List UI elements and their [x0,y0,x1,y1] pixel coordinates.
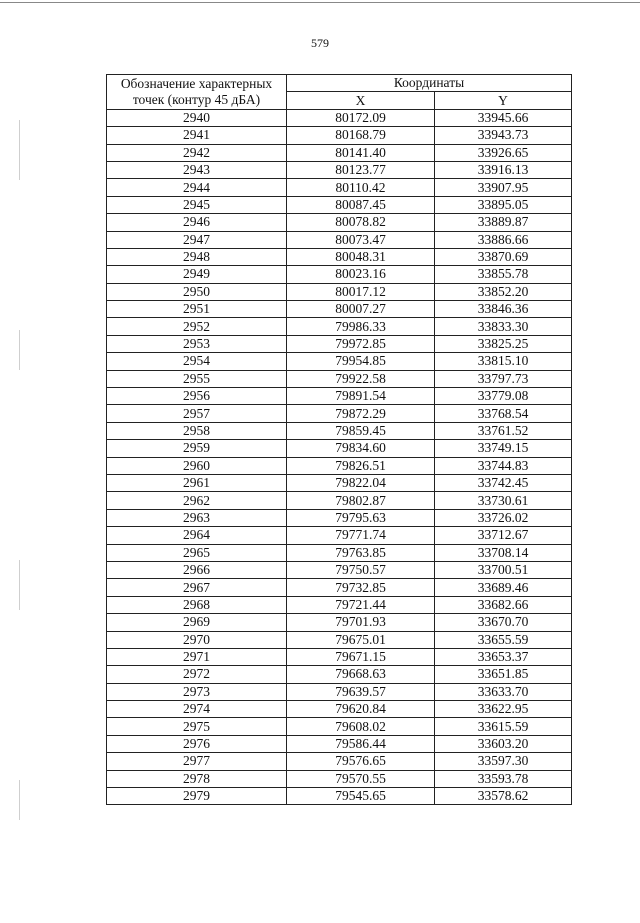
table-row [107,770,572,787]
y-coordinate-cell: 33689.46 [435,579,572,596]
point-id-cell: 2950 [107,283,287,300]
point-id-cell: 2971 [107,648,287,665]
point-id-cell: 2965 [107,544,287,561]
x-coordinate-cell: 80168.79 [287,127,435,144]
x-coordinate-cell: 79972.85 [287,335,435,352]
x-coordinate-cell: 79826.51 [287,457,435,474]
y-coordinate-cell: 33870.69 [435,248,572,265]
x-coordinate-cell: 79570.55 [287,770,435,787]
x-coordinate-cell: 79671.15 [287,648,435,665]
x-coordinate-cell: 79771.74 [287,527,435,544]
x-coordinate-cell: 79872.29 [287,405,435,422]
x-coordinate-cell: 79954.85 [287,353,435,370]
x-coordinate-cell: 80073.47 [287,231,435,248]
point-id-cell: 2940 [107,109,287,126]
y-coordinate-cell: 33682.66 [435,596,572,613]
table-row [107,405,572,422]
x-coordinate-cell: 79639.57 [287,683,435,700]
coordinates-table [106,74,572,805]
x-coordinate-cell: 79586.44 [287,735,435,752]
table-row [107,753,572,770]
point-id-cell: 2968 [107,596,287,613]
table-row [107,127,572,144]
table-row [107,283,572,300]
y-coordinate-cell: 33742.45 [435,474,572,491]
point-id-cell: 2958 [107,422,287,439]
x-coordinate-cell: 80123.77 [287,161,435,178]
table-row [107,596,572,613]
table-row [107,579,572,596]
table-row [107,109,572,126]
y-coordinate-cell: 33889.87 [435,214,572,231]
table-row [107,474,572,491]
y-coordinate-cell: 33670.70 [435,614,572,631]
y-coordinate-cell: 33593.78 [435,770,572,787]
point-id-cell: 2952 [107,318,287,335]
table-header [107,75,572,110]
y-coordinate-cell: 33653.37 [435,648,572,665]
point-id-cell: 2966 [107,561,287,578]
table-row [107,527,572,544]
point-id-cell: 2973 [107,683,287,700]
y-coordinate-cell: 33825.25 [435,335,572,352]
table-row [107,666,572,683]
point-id-cell: 2949 [107,266,287,283]
x-coordinate-cell: 79750.57 [287,561,435,578]
point-id-cell: 2975 [107,718,287,735]
x-coordinate-cell: 79834.60 [287,440,435,457]
table-row [107,422,572,439]
x-coordinate-cell: 79859.45 [287,422,435,439]
y-coordinate-cell: 33886.66 [435,231,572,248]
point-id-cell: 2959 [107,440,287,457]
x-coordinate-cell: 79822.04 [287,474,435,491]
table-row [107,561,572,578]
y-coordinate-cell: 33815.10 [435,353,572,370]
y-coordinate-cell: 33833.30 [435,318,572,335]
y-coordinate-cell: 33578.62 [435,788,572,805]
y-coordinate-cell: 33633.70 [435,683,572,700]
x-coordinate-cell: 79721.44 [287,596,435,613]
table-row [107,353,572,370]
x-coordinate-cell: 80078.82 [287,214,435,231]
table-row [107,544,572,561]
point-id-cell: 2979 [107,788,287,805]
x-coordinate-cell: 79675.01 [287,631,435,648]
point-id-cell: 2946 [107,214,287,231]
y-coordinate-cell: 33651.85 [435,666,572,683]
y-coordinate-cell: 33708.14 [435,544,572,561]
point-id-cell: 2978 [107,770,287,787]
y-coordinate-cell: 33916.13 [435,161,572,178]
x-coordinate-cell: 79701.93 [287,614,435,631]
point-id-cell: 2947 [107,231,287,248]
point-id-cell: 2970 [107,631,287,648]
table-row [107,179,572,196]
x-coordinate-cell: 79545.65 [287,788,435,805]
point-id-cell: 2948 [107,248,287,265]
table-row [107,335,572,352]
header-x: X [287,92,435,109]
header-coordinates: Координаты [287,75,572,92]
y-coordinate-cell: 33779.08 [435,388,572,405]
x-coordinate-cell: 79608.02 [287,718,435,735]
table-row [107,231,572,248]
x-coordinate-cell: 80048.31 [287,248,435,265]
table-row [107,509,572,526]
table-row [107,144,572,161]
point-id-cell: 2976 [107,735,287,752]
y-coordinate-cell: 33622.95 [435,701,572,718]
y-coordinate-cell: 33852.20 [435,283,572,300]
point-id-cell: 2943 [107,161,287,178]
table-row [107,161,572,178]
point-id-cell: 2957 [107,405,287,422]
y-coordinate-cell: 33655.59 [435,631,572,648]
y-coordinate-cell: 33945.66 [435,109,572,126]
header-point-label: Обозначение характерных точек (контур 45 дБА) [107,75,287,110]
y-coordinate-cell: 33855.78 [435,266,572,283]
point-id-cell: 2951 [107,301,287,318]
point-id-cell: 2964 [107,527,287,544]
y-coordinate-cell: 33846.36 [435,301,572,318]
point-id-cell: 2944 [107,179,287,196]
table-row [107,735,572,752]
y-coordinate-cell: 33603.20 [435,735,572,752]
y-coordinate-cell: 33761.52 [435,422,572,439]
x-coordinate-cell: 80110.42 [287,179,435,196]
x-coordinate-cell: 79576.65 [287,753,435,770]
point-id-cell: 2963 [107,509,287,526]
table-row [107,683,572,700]
point-id-cell: 2945 [107,196,287,213]
point-id-cell: 2942 [107,144,287,161]
point-id-cell: 2962 [107,492,287,509]
header-y: Y [435,92,572,109]
point-id-cell: 2941 [107,127,287,144]
x-coordinate-cell: 79891.54 [287,388,435,405]
y-coordinate-cell: 33907.95 [435,179,572,196]
point-id-cell: 2969 [107,614,287,631]
table-row [107,214,572,231]
x-coordinate-cell: 79795.63 [287,509,435,526]
x-coordinate-cell: 79802.87 [287,492,435,509]
x-coordinate-cell: 79763.85 [287,544,435,561]
x-coordinate-cell: 79668.63 [287,666,435,683]
y-coordinate-cell: 33797.73 [435,370,572,387]
scan-margin-mark [19,120,20,180]
table-row [107,248,572,265]
point-id-cell: 2960 [107,457,287,474]
table-row [107,788,572,805]
table-row [107,718,572,735]
x-coordinate-cell: 80017.12 [287,283,435,300]
point-id-cell: 2955 [107,370,287,387]
scan-margin-mark [19,330,20,370]
y-coordinate-cell: 33768.54 [435,405,572,422]
x-coordinate-cell: 79922.58 [287,370,435,387]
scan-margin-mark [19,780,20,820]
table-row [107,370,572,387]
point-id-cell: 2977 [107,753,287,770]
x-coordinate-cell: 80172.09 [287,109,435,126]
y-coordinate-cell: 33749.15 [435,440,572,457]
y-coordinate-cell: 33726.02 [435,509,572,526]
y-coordinate-cell: 33597.30 [435,753,572,770]
x-coordinate-cell: 79732.85 [287,579,435,596]
point-id-cell: 2967 [107,579,287,596]
point-id-cell: 2956 [107,388,287,405]
point-id-cell: 2961 [107,474,287,491]
x-coordinate-cell: 80087.45 [287,196,435,213]
y-coordinate-cell: 33712.67 [435,527,572,544]
table-row [107,457,572,474]
y-coordinate-cell: 33744.83 [435,457,572,474]
table-row [107,648,572,665]
y-coordinate-cell: 33943.73 [435,127,572,144]
point-id-cell: 2953 [107,335,287,352]
table-row [107,266,572,283]
x-coordinate-cell: 79986.33 [287,318,435,335]
page-number: 579 [311,36,329,50]
table-row [107,440,572,457]
table-row [107,301,572,318]
table-row [107,631,572,648]
y-coordinate-cell: 33926.65 [435,144,572,161]
x-coordinate-cell: 80007.27 [287,301,435,318]
table-row [107,388,572,405]
y-coordinate-cell: 33700.51 [435,561,572,578]
scan-top-edge [0,2,640,3]
scan-margin-mark [19,560,20,610]
table-row [107,614,572,631]
point-id-cell: 2972 [107,666,287,683]
x-coordinate-cell: 79620.84 [287,701,435,718]
x-coordinate-cell: 80141.40 [287,144,435,161]
x-coordinate-cell: 80023.16 [287,266,435,283]
point-id-cell: 2954 [107,353,287,370]
point-id-cell: 2974 [107,701,287,718]
y-coordinate-cell: 33615.59 [435,718,572,735]
table-row [107,701,572,718]
table-row [107,196,572,213]
y-coordinate-cell: 33895.05 [435,196,572,213]
table-row [107,318,572,335]
table-body [107,109,572,805]
table-row [107,492,572,509]
y-coordinate-cell: 33730.61 [435,492,572,509]
